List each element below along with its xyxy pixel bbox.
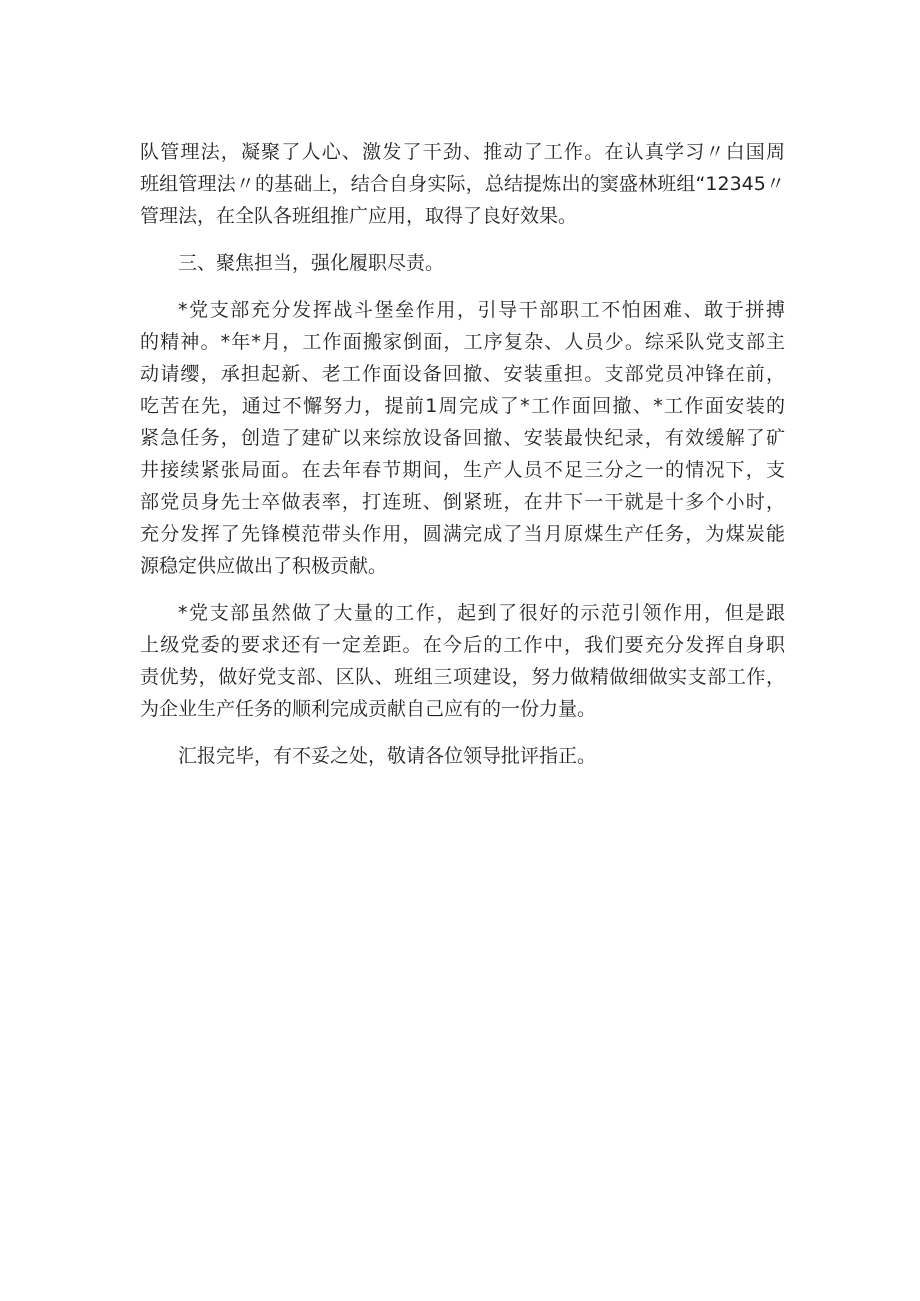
- paragraph-party-branch-role: [140, 294, 785, 582]
- text-line: 管理法，在全队各班组推广应用，取得了良好效果。: [140, 205, 578, 227]
- heading-text: 三、聚焦担当，强化履职尽责。: [178, 252, 445, 274]
- paragraph-future-work: [140, 597, 785, 725]
- text-line: 部党员身先士卒做表率，打连班、倒紧班，在井下一干就是十多个小时，: [140, 491, 785, 513]
- closing-text: 汇报完毕，有不妥之处，敬请各位领导批评指正。: [178, 745, 597, 767]
- section-heading: [140, 247, 785, 279]
- closing-paragraph: [140, 740, 785, 772]
- text-line: 源稳定供应做出了积极贡献。: [140, 555, 388, 577]
- text-line: 紧急任务，创造了建矿以来综放设备回撤、安装最快纪录，有效缓解了矿: [140, 427, 785, 449]
- text-line: 吃苦在先，通过不懈努力，提前1周完成了*工作面回撤、*工作面安装的: [140, 395, 785, 417]
- text-line: *党支部虽然做了大量的工作，起到了很好的示范引领作用，但是跟: [178, 602, 785, 624]
- text-line: 井接续紧张局面。在去年春节期间，生产人员不足三分之一的情况下，支: [140, 459, 785, 481]
- text-line: 为企业生产任务的顺利完成贡献自己应有的一份力量。: [140, 698, 597, 720]
- text-line: 班组管理法〃的基础上，结合自身实际，总结提炼出的窦盛林班组“12345〃: [140, 173, 785, 195]
- text-line: 队管理法，凝聚了人心、激发了干劲、推动了工作。在认真学习〃白国周: [140, 141, 785, 163]
- paragraph-team-management: [140, 136, 785, 232]
- text-line: 的精神。*年*月，工作面搬家倒面，工序复杂、人员少。综采队党支部主: [140, 331, 785, 353]
- text-line: 责优势，做好党支部、区队、班组三项建设，努力做精做细做实支部工作，: [140, 666, 785, 688]
- document-body: [140, 136, 785, 772]
- text-line: *党支部充分发挥战斗堡垒作用，引导干部职工不怕困难、敢于拼搏: [178, 299, 785, 321]
- text-line: 充分发挥了先锋模范带头作用，圆满完成了当月原煤生产任务，为煤炭能: [140, 523, 785, 545]
- text-line: 动请缨，承担起新、老工作面设备回撤、安装重担。支部党员冲锋在前，: [140, 363, 785, 385]
- text-line: 上级党委的要求还有一定差距。在今后的工作中，我们要充分发挥自身职: [140, 634, 785, 656]
